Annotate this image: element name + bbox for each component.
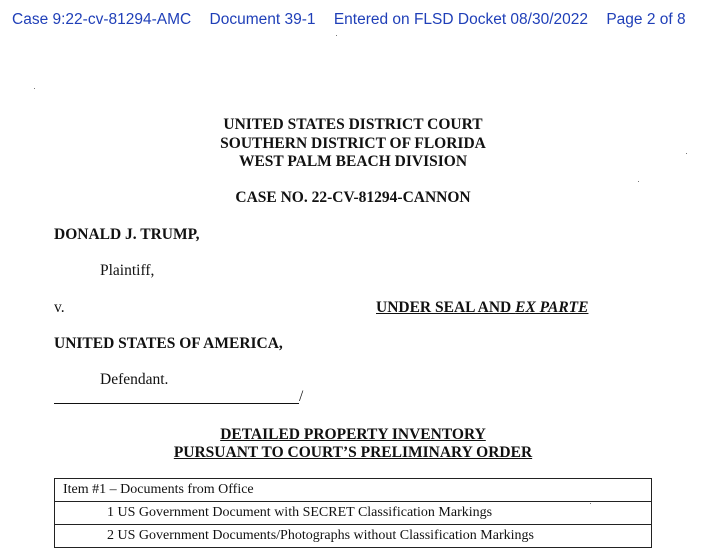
item-heading-cell: Item #1 – Documents from Office bbox=[55, 479, 652, 502]
scan-speck bbox=[34, 88, 35, 89]
document-title bbox=[0, 426, 706, 462]
versus-label: v. bbox=[54, 299, 65, 316]
court-division: WEST PALM BEACH DIVISION bbox=[238, 153, 468, 170]
page-number-stamp: Page 2 of 8 bbox=[606, 11, 686, 28]
plaintiff-role: Plaintiff, bbox=[100, 262, 155, 279]
case-number: CASE NO. 22-CV-81294-CANNON bbox=[235, 189, 471, 206]
case-number-stamp: Case 9:22-cv-81294-AMC bbox=[12, 11, 192, 28]
docket-entry-stamp: Entered on FLSD Docket 08/30/2022 bbox=[333, 11, 589, 28]
table-row bbox=[55, 502, 652, 525]
defendant-role: Defendant. bbox=[100, 371, 169, 388]
court-district: SOUTHERN DISTRICT OF FLORIDA bbox=[220, 134, 486, 152]
plaintiff-name: DONALD J. TRUMP, bbox=[54, 226, 200, 243]
caption-slash: / bbox=[299, 388, 304, 405]
inventory-entry-cell: 2 US Government Documents/Photographs without Classification Markings bbox=[55, 525, 652, 548]
scan-speck bbox=[590, 503, 591, 504]
inventory-table bbox=[54, 478, 652, 548]
document-title-line1: DETAILED PROPERTY INVENTORY bbox=[220, 426, 486, 443]
scan-speck bbox=[336, 35, 337, 36]
document-title-line2: PURSUANT TO COURT’S PRELIMINARY ORDER bbox=[173, 444, 533, 461]
scan-speck bbox=[638, 181, 639, 182]
table-row bbox=[55, 525, 652, 548]
inventory-entry-cell: 1 US Government Document with SECRET Classification Markings bbox=[55, 502, 652, 525]
seal-designation bbox=[376, 299, 588, 317]
document-number-stamp: Document 39-1 bbox=[209, 11, 316, 28]
defendant-name: UNITED STATES OF AMERICA, bbox=[54, 335, 283, 352]
scan-speck bbox=[686, 153, 687, 154]
court-name: UNITED STATES DISTRICT COURT bbox=[223, 116, 483, 133]
caption-divider bbox=[54, 403, 299, 404]
docket-header-stamp bbox=[12, 11, 712, 29]
seal-text: UNDER SEAL AND bbox=[376, 299, 516, 316]
court-heading bbox=[0, 116, 706, 172]
table-row bbox=[55, 479, 652, 502]
ex-parte-text: EX PARTE bbox=[515, 299, 589, 316]
